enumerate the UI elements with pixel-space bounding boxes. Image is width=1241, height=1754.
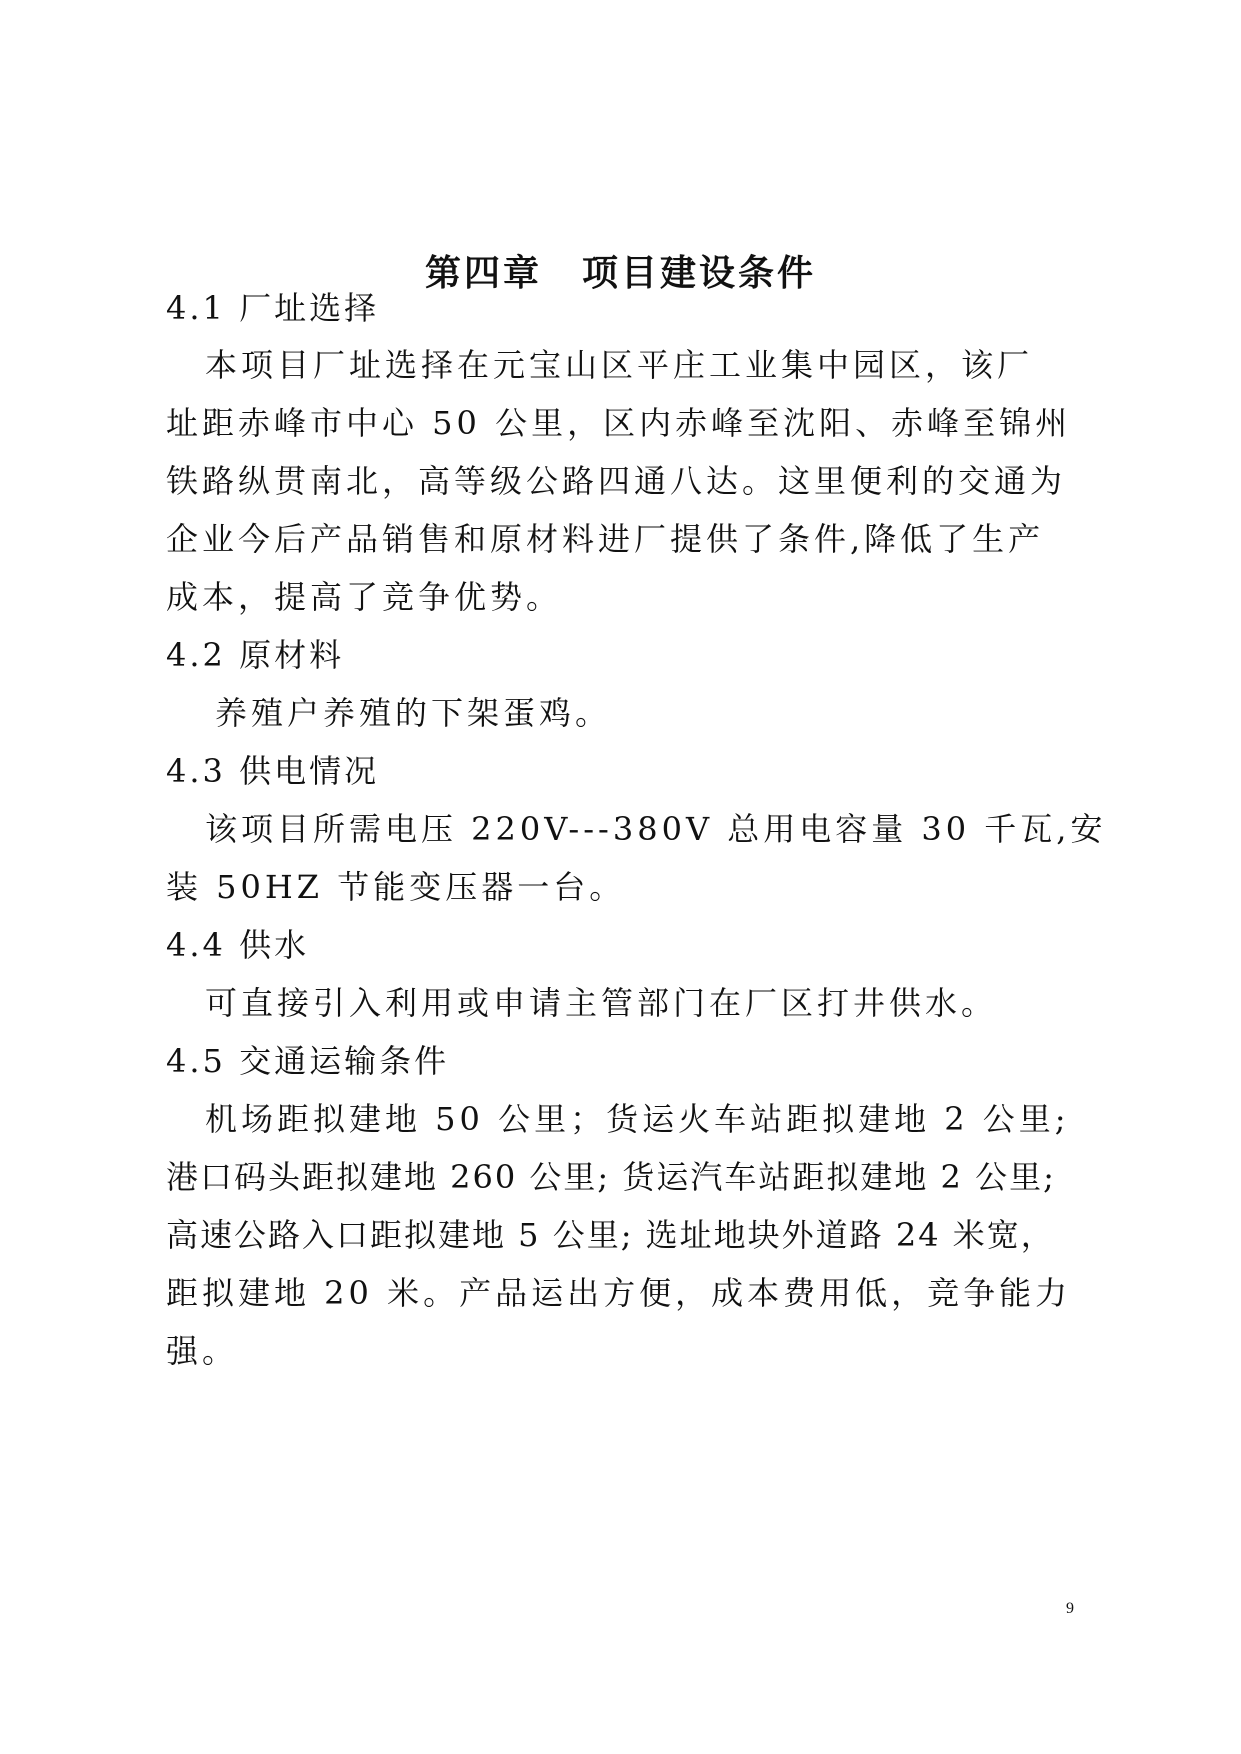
section-heading-4-2: 4.2 原材料 (166, 636, 345, 674)
paragraph-line: 成本，提高了竞争优势。 (166, 578, 563, 616)
paragraph-line: 装 50HZ 节能变压器一台。 (166, 868, 626, 906)
paragraph-line: 养殖户养殖的下架蛋鸡。 (215, 694, 612, 732)
paragraph-line: 距拟建地 20 米。产品运出方便，成本费用低，竞争能力 (166, 1274, 1072, 1312)
section-heading-4-5: 4.5 交通运输条件 (166, 1042, 450, 1080)
chapter-number: 第四章 (424, 252, 542, 294)
paragraph-line: 该项目所需电压 220V---380V 总用电容量 30 千瓦,安 (205, 810, 1107, 848)
section-heading-4-1: 4.1 厂址选择 (166, 289, 380, 327)
section-heading-4-3: 4.3 供电情况 (166, 752, 380, 790)
chapter-name: 项目建设条件 (582, 252, 817, 294)
paragraph-line: 高速公路入口距拟建地 5 公里; 选址地块外道路 24 米宽， (166, 1216, 1055, 1254)
section-heading-4-4: 4.4 供水 (166, 926, 310, 964)
paragraph-line: 机场距拟建地 50 公里；货运火车站距拟建地 2 公里; (205, 1100, 1070, 1138)
paragraph-line: 址距赤峰市中心 50 公里，区内赤峰至沈阳、赤峰至锦州 (166, 404, 1072, 442)
paragraph-line: 强。 (166, 1332, 239, 1370)
paragraph-line: 可直接引入利用或申请主管部门在厂区打井供水。 (205, 984, 998, 1022)
paragraph-line: 港口码头距拟建地 260 公里; 货运汽车站距拟建地 2 公里; (166, 1158, 1056, 1196)
paragraph-line: 企业今后产品销售和原材料进厂提供了条件,降低了生产 (166, 520, 1045, 558)
page-number: 9 (1066, 1600, 1074, 1617)
paragraph-line: 铁路纵贯南北，高等级公路四通八达。这里便利的交通为 (166, 462, 1067, 500)
paragraph-line: 本项目厂址选择在元宝山区平庄工业集中园区，该厂 (205, 346, 1034, 384)
